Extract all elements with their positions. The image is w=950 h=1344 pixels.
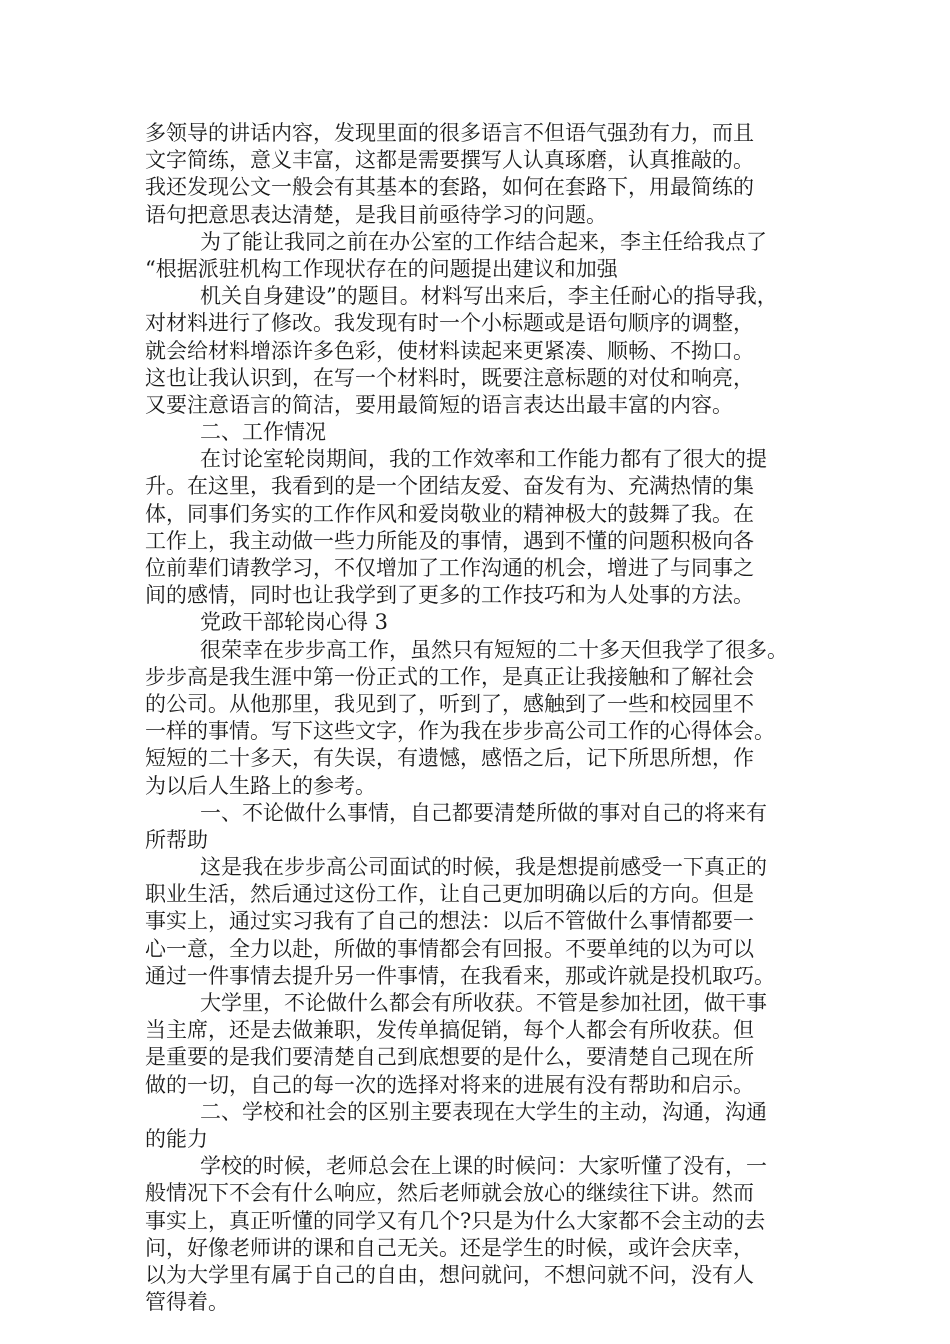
text-line: 二、工作情况 — [200, 420, 326, 445]
text-line: 是重要的是我们要清楚自己到底想要的是什么，要清楚自己现在所 — [145, 1045, 754, 1070]
text-line: 管得着。 — [145, 1290, 229, 1315]
text-line: 对材料进行了修改。我发现有时一个小标题或是语句顺序的调整， — [145, 311, 754, 336]
text-line: 我还发现公文一般会有其基本的套路，如何在套路下，用最简练的 — [145, 175, 754, 200]
text-line: 体，同事们务实的工作作风和爱岗敬业的精神极大的鼓舞了我。在 — [145, 501, 754, 526]
text-line: 文字简练，意义丰富，这都是需要撰写人认真琢磨，认真推敲的。 — [145, 148, 754, 173]
text-line: 多领导的讲话内容，发现里面的很多语言不但语气强劲有力，而且 — [145, 121, 754, 145]
text-line: 在讨论室轮岗期间，我的工作效率和工作能力都有了很大的提 — [200, 447, 767, 472]
text-line: 的公司。从他那里，我见到了，听到了，感触到了一些和校园里不 — [145, 691, 754, 716]
text-line: 党政干部轮岗心得 3 — [200, 610, 389, 635]
text-line: 般情况下不会有什么响应，然后老师就会放心的继续往下讲。然而 — [145, 1181, 754, 1206]
text-line: 很荣幸在步步高工作，虽然只有短短的二十多天但我学了很多。 — [200, 637, 788, 662]
text-line: 为了能让我同之前在办公室的工作结合起来，李主任给我点了 — [200, 229, 767, 254]
text-line: 所帮助 — [145, 827, 208, 852]
text-line: 事实上，真正听懂的同学又有几个?只是为什么大家都不会主动的去 — [145, 1208, 766, 1233]
text-line: 通过一件事情去提升另一件事情，在我看来，那或许就是投机取巧。 — [145, 963, 775, 988]
text-line: 位前辈们请教学习，不仅增加了工作沟通的机会，增进了与同事之 — [145, 556, 754, 580]
text-line: 这是我在步步高公司面试的时候，我是想提前感受一下真正的 — [200, 855, 767, 880]
text-line: 语句把意思表达清楚，是我目前亟待学习的问题。 — [145, 202, 607, 227]
text-line: 心一意，全力以赴，所做的事情都会有回报。不要单纯的以为可以 — [145, 936, 754, 961]
text-line: 大学里，不论做什么都会有所收获。不管是参加社团，做干事 — [200, 991, 767, 1015]
text-line: 间的感情，同时也让我学到了更多的工作技巧和为人处事的方法。 — [145, 583, 754, 608]
text-line: 步步高是我生涯中第一份正式的工作，是真正让我接触和了解社会 — [145, 664, 754, 689]
text-line: 短短的二十多天，有失误，有遗憾，感悟之后，记下所思所想，作 — [145, 746, 754, 771]
text-line: 为以后人生路上的参考。 — [145, 773, 376, 798]
text-line: 学校的时候，老师总会在上课的时候问：大家听懂了没有，一 — [200, 1154, 767, 1179]
text-line: 以为大学里有属于自己的自由，想问就问，不想问就不问，没有人 — [145, 1262, 754, 1287]
text-line: 升。在这里，我看到的是一个团结友爱、奋发有为、充满热情的集 — [145, 474, 754, 499]
text-line: 问，好像老师讲的课和自己无关。还是学生的时候，或许会庆幸， — [145, 1235, 754, 1260]
text-line: 又要注意语言的简洁，要用最简短的语言表达出最丰富的内容。 — [145, 392, 733, 417]
text-line: 做的一切，自己的每一次的选择对将来的进展有没有帮助和启示。 — [145, 1072, 754, 1097]
text-line: 一、不论做什么事情，自己都要清楚所做的事对自己的将来有 — [200, 800, 767, 825]
text-line: 事实上，通过实习我有了自己的想法：以后不管做什么事情都要一 — [145, 909, 754, 934]
text-line: 这也让我认识到，在写一个材料时，既要注意标题的对仗和响亮， — [145, 365, 754, 390]
text-line: 的能力 — [145, 1126, 208, 1151]
text-line: 机关自身建设”的题目。材料写出来后，李主任耐心的指导我， — [200, 284, 778, 309]
text-line: 就会给材料增添许多色彩，使材料读起来更紧凑、顺畅、不拗口。 — [145, 338, 754, 363]
text-line: 当主席，还是去做兼职，发传单搞促销，每个人都会有所收获。但 — [145, 1018, 754, 1043]
text-line: 职业生活，然后通过这份工作，让自己更加明确以后的方向。但是 — [145, 882, 754, 907]
text-line: 二、学校和社会的区别主要表现在大学生的主动，沟通，沟通 — [200, 1099, 767, 1124]
document-body — [145, 120, 825, 1316]
text-line: 工作上，我主动做一些力所能及的事情，遇到不懂的问题积极向各 — [145, 528, 754, 553]
text-line: 一样的事情。写下这些文字，作为我在步步高公司工作的心得体会。 — [145, 719, 775, 744]
text-line: “根据派驻机构工作现状存在的问题提出建议和加强 — [145, 256, 618, 281]
